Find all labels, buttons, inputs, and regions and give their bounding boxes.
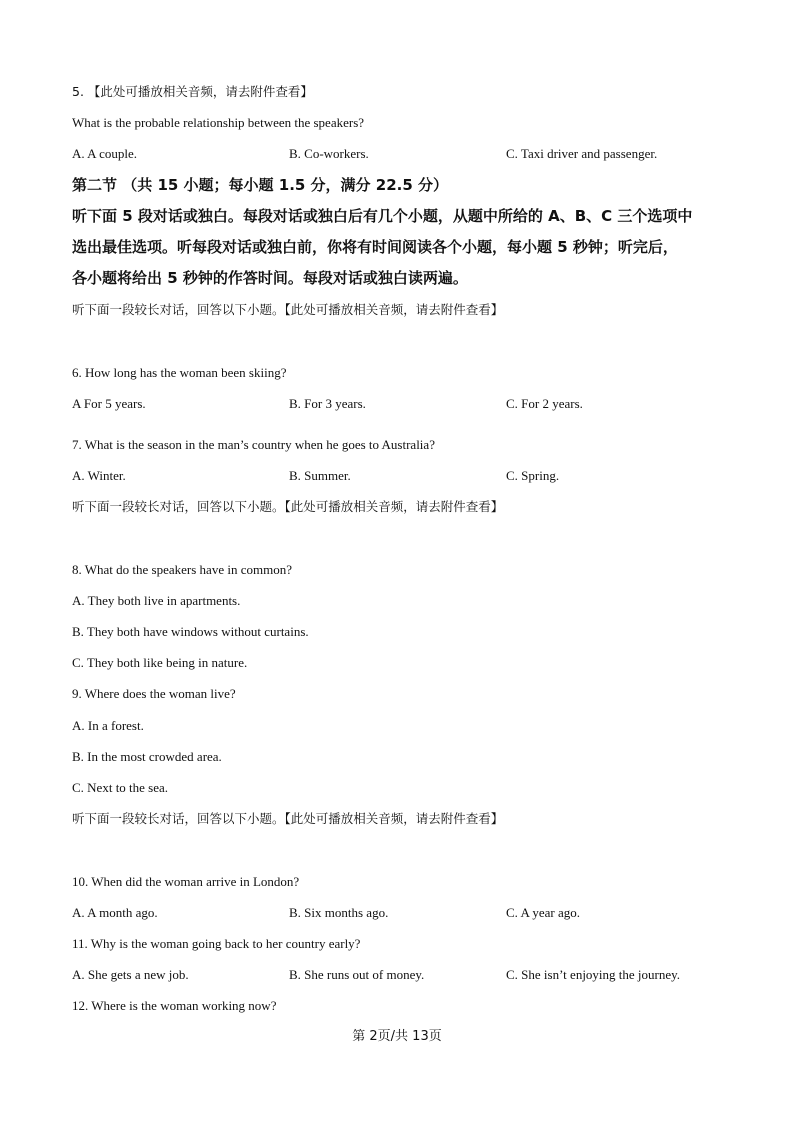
q7-question: 7. What is the season in the man’s country when he goes to Australia?: [72, 437, 435, 452]
section2-title: 第二节 （共 15 小题；每小题 1.5 分，满分 22.5 分）: [72, 176, 449, 194]
q8-option-c: C. They both like being in nature.: [72, 655, 248, 670]
listen-note-1: 听下面一段较长对话，回答以下小题。【此处可播放相关音频，请去附件查看】: [72, 302, 504, 317]
listen-note-3: 听下面一段较长对话，回答以下小题。【此处可播放相关音频，请去附件查看】: [72, 811, 504, 826]
q11-option-b: B. She runs out of money.: [289, 967, 425, 982]
q8-option-b: B. They both have windows without curtains.: [72, 624, 309, 639]
q6-question: 6. How long has the woman been skiing?: [72, 365, 287, 380]
q11-option-a: A. She gets a new job.: [72, 967, 189, 982]
q9-question: 9. Where does the woman live?: [72, 686, 236, 701]
section2-intro-line-1: 听下面 5 段对话或独白。每段对话或独白后有几个小题，从题中所给的 A、B、C 三个选项中: [72, 207, 693, 225]
q10-option-b: B. Six months ago.: [289, 905, 389, 920]
q5-question: What is the probable relationship between the speakers?: [72, 115, 365, 130]
q5-option-c: C. Taxi driver and passenger.: [506, 146, 658, 161]
q12-question: 12. Where is the woman working now?: [72, 998, 277, 1013]
q8-question: 8. What do the speakers have in common?: [72, 562, 292, 577]
page-footer: 第 2页/共 13页: [352, 1029, 442, 1044]
q10-question: 10. When did the woman arrive in London?: [72, 874, 300, 889]
q6-option-b: B. For 3 years.: [289, 396, 366, 411]
q5-option-a: A. A couple.: [72, 146, 137, 161]
listen-note-2: 听下面一段较长对话，回答以下小题。【此处可播放相关音频，请去附件查看】: [72, 499, 504, 514]
q11-question: 11. Why is the woman going back to her country early?: [72, 936, 361, 951]
q10-option-a: A. A month ago.: [72, 905, 158, 920]
q6-option-c: C. For 2 years.: [506, 396, 583, 411]
q7-option-a: A. Winter.: [72, 468, 126, 483]
q10-option-c: C. A year ago.: [506, 905, 581, 920]
q9-option-c: C. Next to the sea.: [72, 780, 169, 795]
q7-option-c: C. Spring.: [506, 468, 560, 483]
section2-intro-line-2: 选出最佳选项。听每段对话或独白前，你将有时间阅读各个小题，每小题 5 秒钟；听完后，: [72, 238, 678, 256]
section2-intro-line-3: 各小题将给出 5 秒钟的作答时间。每段对话或独白读两遍。: [72, 269, 468, 287]
q9-option-a: A. In a forest.: [72, 718, 144, 733]
q11-option-c: C. She isn’t enjoying the journey.: [506, 967, 681, 982]
q5-option-b: B. Co-workers.: [289, 146, 369, 161]
q8-option-a: A. They both live in apartments.: [72, 593, 241, 608]
q9-option-b: B. In the most crowded area.: [72, 749, 222, 764]
q5-instruction: 5. 【此处可播放相关音频，请去附件查看】: [72, 84, 313, 99]
q7-option-b: B. Summer.: [289, 468, 351, 483]
q6-option-a: A For 5 years.: [72, 396, 146, 411]
